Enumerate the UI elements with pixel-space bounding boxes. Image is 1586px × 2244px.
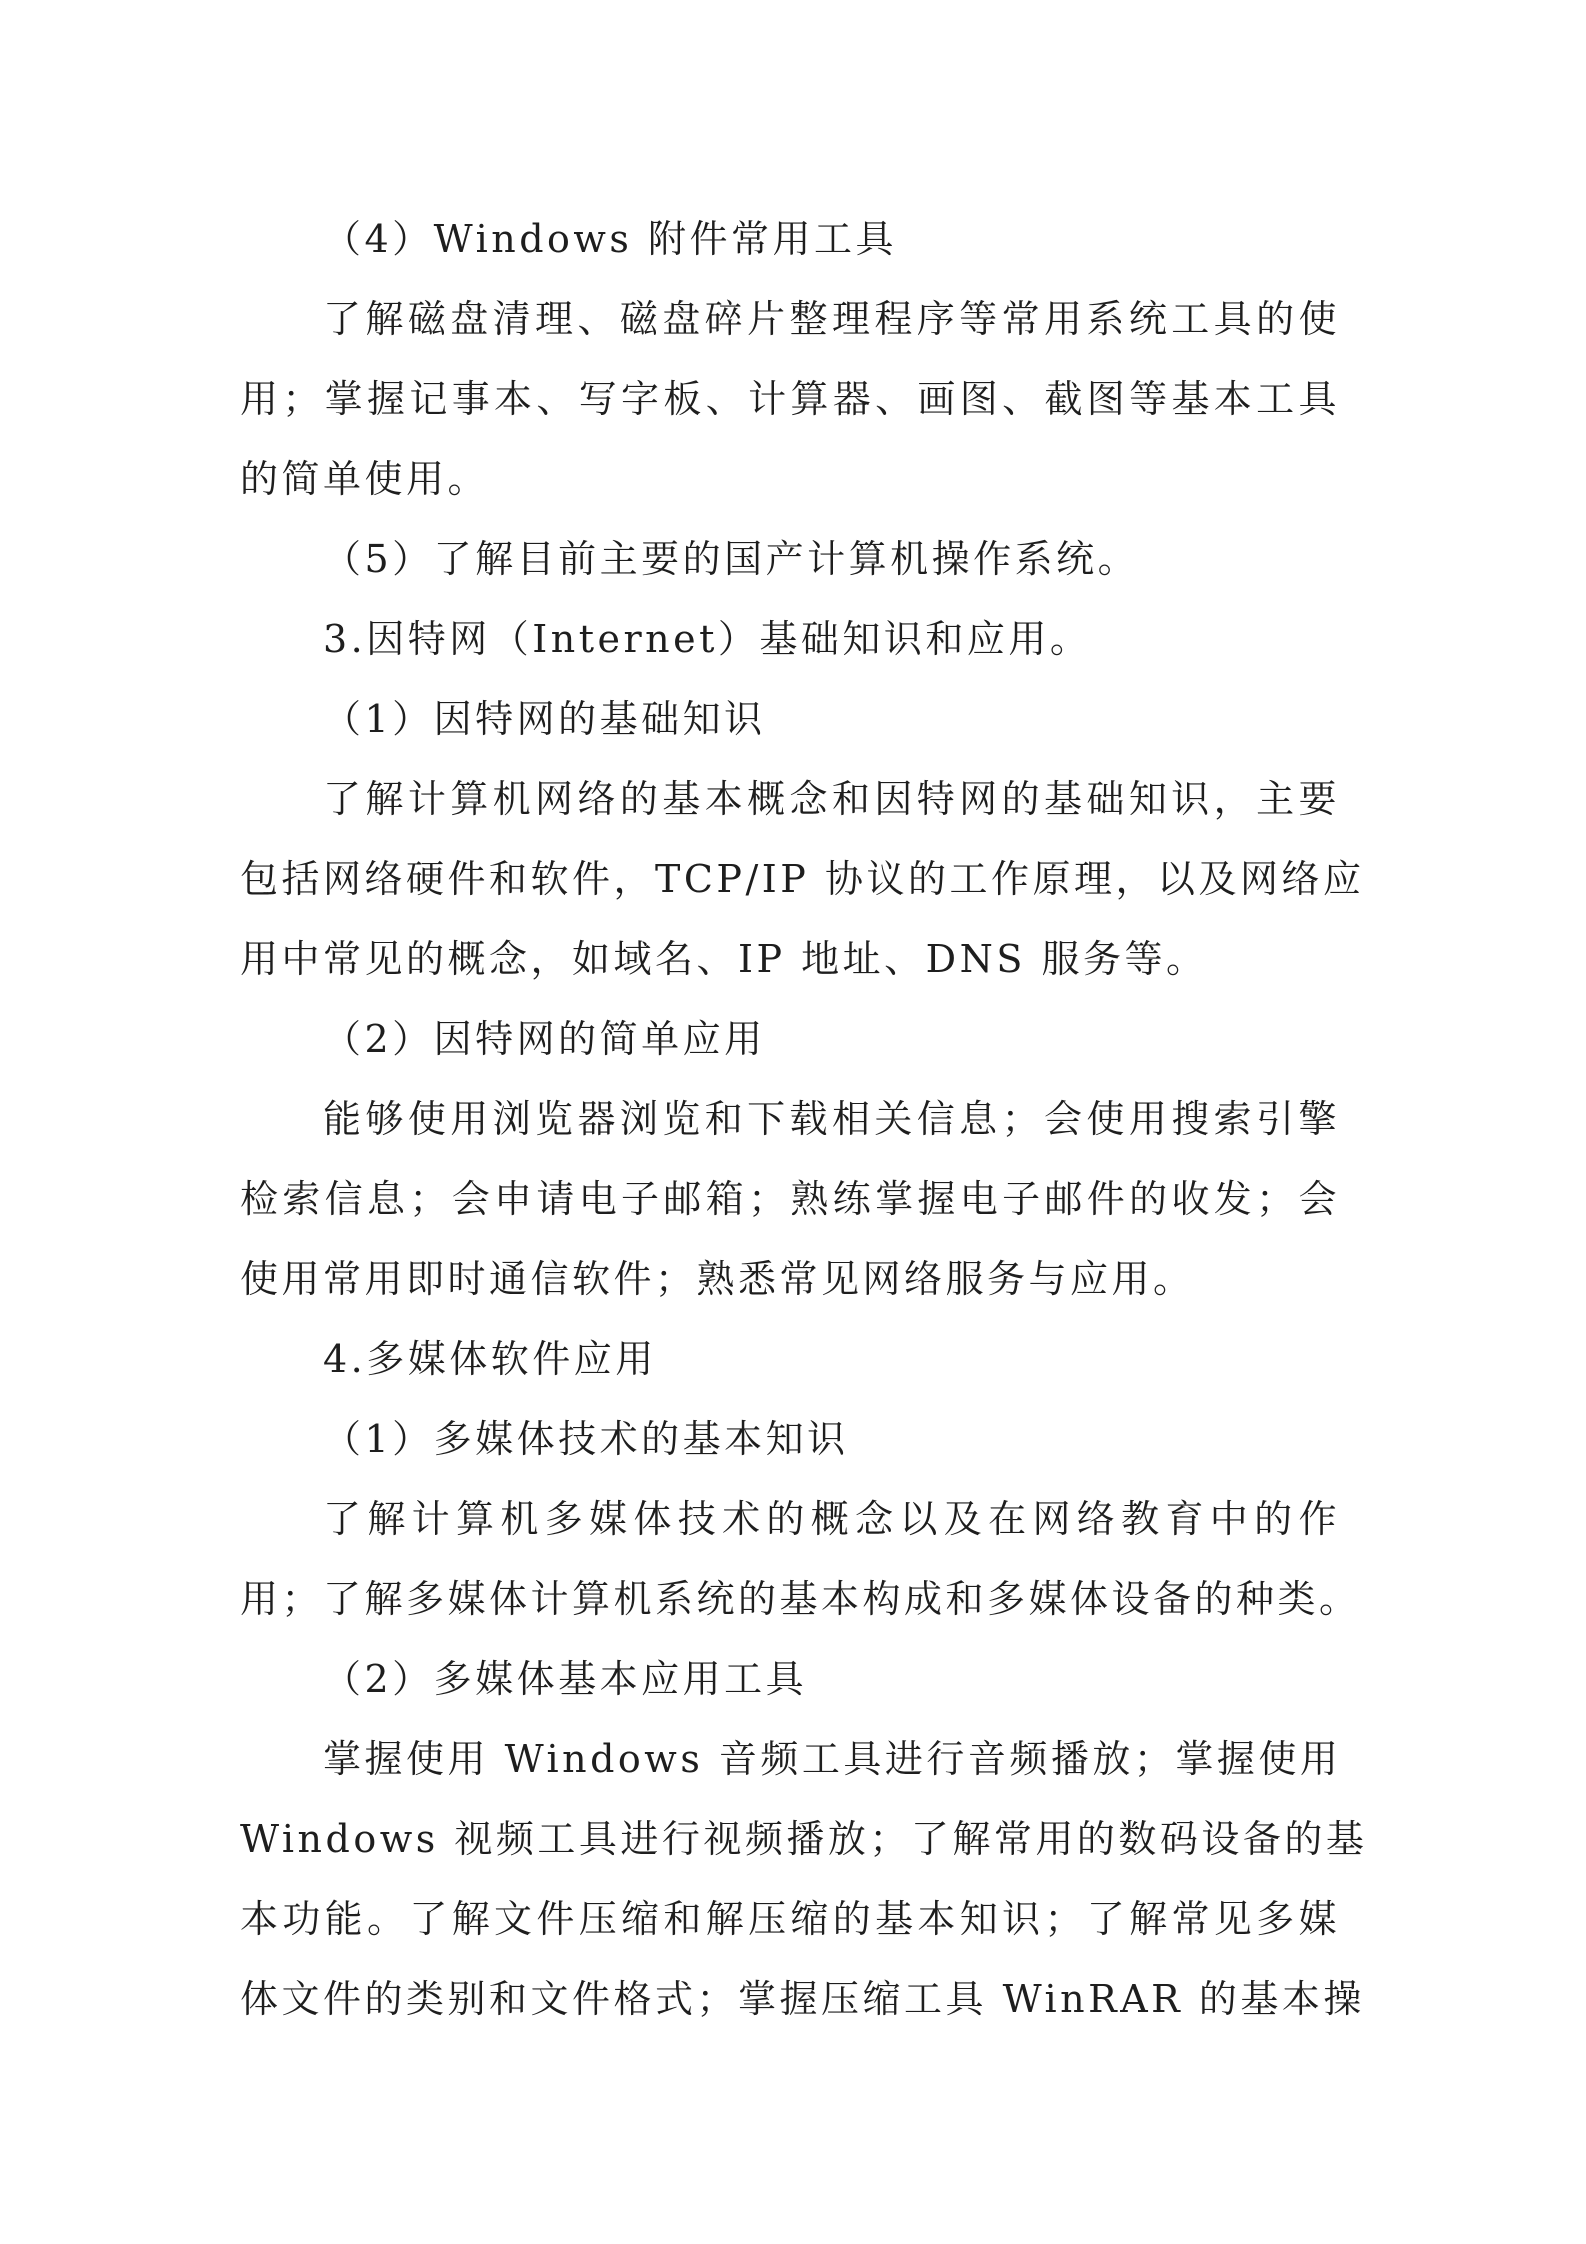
paragraph-line: Windows 视频工具进行视频播放；了解常用的数码设备的基	[240, 1817, 1368, 1861]
paragraph-line: 了解计算机网络的基本概念和因特网的基础知识，主要	[323, 777, 1340, 821]
paragraph	[240, 279, 1340, 519]
paragraph-line: 用；掌握记事本、写字板、计算器、画图、截图等基本工具	[240, 377, 1340, 421]
paragraph	[240, 1719, 1368, 2039]
paragraph	[240, 999, 1340, 1079]
paragraph-line: 使用常用即时通信软件；熟悉常见网络服务与应用。	[240, 1257, 1195, 1301]
paragraph-line: 的简单使用。	[240, 457, 490, 501]
paragraph-line: 检索信息；会申请电子邮箱；熟练掌握电子邮件的收发；会	[240, 1177, 1340, 1221]
paragraph	[240, 1479, 1361, 1639]
paragraph	[240, 199, 1340, 279]
paragraph-line: （1）因特网的基础知识	[323, 697, 766, 741]
paragraph-line: 掌握使用 Windows 音频工具进行音频播放；掌握使用	[323, 1737, 1342, 1781]
paragraph-line: （4）Windows 附件常用工具	[323, 217, 898, 261]
document-body	[240, 199, 1368, 2039]
paragraph-line: （2）多媒体基本应用工具	[323, 1657, 808, 1701]
paragraph-line: 本功能。了解文件压缩和解压缩的基本知识；了解常见多媒	[240, 1897, 1340, 1941]
paragraph	[240, 1639, 1340, 1719]
paragraph	[240, 1079, 1340, 1319]
paragraph-line: （1）多媒体技术的基本知识	[323, 1417, 849, 1461]
paragraph	[240, 1399, 1340, 1479]
paragraph	[240, 599, 1340, 679]
paragraph-line: （2）因特网的简单应用	[323, 1017, 766, 1061]
paragraph	[240, 1319, 1340, 1399]
paragraph	[240, 679, 1340, 759]
paragraph-line: 4.多媒体软件应用	[323, 1337, 657, 1381]
paragraph	[240, 759, 1365, 999]
paragraph-line: 了解磁盘清理、磁盘碎片整理程序等常用系统工具的使	[323, 297, 1340, 341]
paragraph-line: （5）了解目前主要的国产计算机操作系统。	[323, 537, 1140, 581]
paragraph-line: 体文件的类别和文件格式；掌握压缩工具 WinRAR 的基本操	[240, 1977, 1365, 2021]
paragraph-line: 用中常见的概念，如域名、IP 地址、DNS 服务等。	[240, 937, 1208, 981]
paragraph-line: 3.因特网（Internet）基础知识和应用。	[323, 617, 1092, 661]
paragraph-line: 包括网络硬件和软件，TCP/IP 协议的工作原理，以及网络应	[240, 857, 1365, 901]
paragraph	[240, 519, 1340, 599]
paragraph-line: 用；了解多媒体计算机系统的基本构成和多媒体设备的种类。	[240, 1577, 1361, 1621]
paragraph-line: 能够使用浏览器浏览和下载相关信息；会使用搜索引擎	[323, 1097, 1340, 1141]
paragraph-line: 了解计算机多媒体技术的概念以及在网络教育中的作	[323, 1497, 1340, 1541]
